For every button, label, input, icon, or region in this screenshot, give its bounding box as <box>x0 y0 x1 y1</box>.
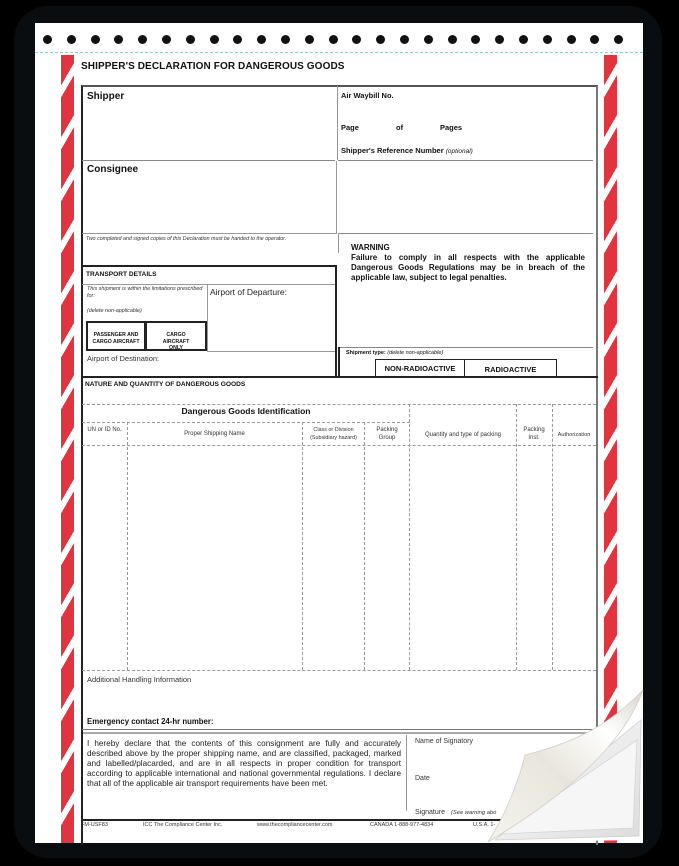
perforation-line <box>35 52 643 53</box>
form-code: FM-USF83 <box>81 822 108 828</box>
reference-note: (optional) <box>445 148 473 155</box>
col-un-id: UN or ID No. <box>87 427 122 433</box>
binder-hole <box>233 35 242 44</box>
page-curl-icon[interactable] <box>455 650 679 866</box>
divider <box>81 732 83 820</box>
additional-handling-label: Additional Handling Information <box>87 675 192 684</box>
binder-hole <box>329 35 338 44</box>
binder-hole <box>305 35 314 44</box>
transport-heading: TRANSPORT DETAILS <box>86 271 157 278</box>
divider <box>338 233 339 253</box>
cargo-aircraft-option[interactable]: CARGO AIRCRAFT ONLY <box>145 321 207 351</box>
binder-hole <box>519 35 528 44</box>
divider <box>82 404 596 405</box>
departure-label: Airport of Departure: <box>210 287 288 297</box>
col-quantity-packing: Quantity and type of packing <box>424 432 502 438</box>
binder-hole <box>257 35 266 44</box>
binder-hole <box>43 35 52 44</box>
page-label: Page <box>341 123 359 132</box>
goods-entry-area[interactable] <box>82 446 596 669</box>
copies-note: Two completed and signed copies of this Declaration must be handed to the operator. <box>86 236 287 242</box>
signature-note: (See warning abo <box>450 810 497 816</box>
delete-note: (delete non-applicable) <box>87 308 142 314</box>
col-shipping-name: Proper Shipping Name <box>184 431 245 437</box>
divider <box>82 284 335 285</box>
of-label: of <box>396 123 404 132</box>
date-label[interactable]: Date <box>415 775 430 782</box>
shipment-type-note: (delete non-applicable) <box>387 350 444 356</box>
binder-hole <box>424 35 433 44</box>
passenger-aircraft-option[interactable]: PASSENGER AND CARGO AIRCRAFT <box>86 321 146 351</box>
pages-label: Pages <box>440 123 463 132</box>
consignee-label: Consignee <box>87 164 139 175</box>
binder-hole <box>495 35 504 44</box>
binder-hole <box>543 35 552 44</box>
binder-hole <box>67 35 76 44</box>
shipper-field[interactable] <box>82 86 337 160</box>
signatory-label[interactable]: Name of Signatory <box>415 738 473 745</box>
company-name: ICC The Compliance Center Inc. <box>143 822 223 828</box>
binder-hole <box>281 35 290 44</box>
shipper-label: Shipper <box>87 91 125 102</box>
warning-text: Failure to comply in all respects with the applicable Dangerous Goods Regulations may be in breach of the applicable law, subject to legal penalties. <box>351 253 585 282</box>
dg-identification-heading: Dangerous Goods Identification <box>181 406 311 416</box>
nature-heading: NATURE AND QUANTITY OF DANGEROUS GOODS <box>85 381 246 388</box>
binder-hole <box>210 35 219 44</box>
binder-hole <box>614 35 623 44</box>
perforation-holes <box>35 35 643 45</box>
limitations-text: This shipment is within the limitations prescribed for: <box>87 286 203 299</box>
divider <box>338 233 593 234</box>
binder-hole <box>114 35 123 44</box>
col-authorization: Authorization <box>557 432 591 438</box>
consignee-right-field[interactable] <box>338 161 593 233</box>
warning-heading: WARNING <box>351 243 390 252</box>
non-radioactive-option[interactable]: NON-RADIOACTIVE <box>375 359 465 377</box>
divider <box>338 347 340 377</box>
canada-phone: CANADA 1-888-977-4834 <box>370 822 434 828</box>
col-class-division: Class or Division (Subsidiary hazard) <box>310 427 357 441</box>
col-packing-inst: Packing Inst. <box>523 427 545 441</box>
col-packing-group: Packing Group <box>376 427 398 441</box>
binder-hole <box>91 35 100 44</box>
divider <box>406 735 407 811</box>
shipment-type-label: Shipment type: <box>346 350 386 356</box>
divider <box>207 284 208 352</box>
binder-hole <box>376 35 385 44</box>
divider <box>81 819 501 821</box>
left-airmail-stripe <box>61 55 74 843</box>
binder-hole <box>590 35 599 44</box>
divider <box>207 351 335 352</box>
divider <box>336 161 337 233</box>
radioactive-option[interactable]: RADIOACTIVE <box>465 359 557 377</box>
divider <box>82 422 410 423</box>
binder-hole <box>352 35 361 44</box>
binder-hole <box>448 35 457 44</box>
binder-hole <box>567 35 576 44</box>
company-website: www.thecompliancecenter.com <box>257 822 333 828</box>
usa-phone: U.S.A. 1- <box>473 822 496 828</box>
binder-hole <box>138 35 147 44</box>
binder-hole <box>471 35 480 44</box>
consignee-field[interactable] <box>82 161 337 233</box>
signature-label[interactable]: Signature <box>415 809 445 816</box>
air-waybill-label: Air Waybill No. <box>341 91 394 100</box>
divider <box>82 233 337 234</box>
reference-label: Shipper's Reference Number <box>341 146 444 155</box>
air-waybill-block <box>338 86 596 160</box>
binder-hole <box>186 35 195 44</box>
binder-hole <box>400 35 409 44</box>
divider <box>81 376 598 378</box>
binder-hole <box>162 35 171 44</box>
declaration-text: I hereby declare that the contents of this consignment are fully and accurately described above by the proper shipping name, and are classified, packaged, marked and labelled/placarded, and are in all respects in proper condition for transport according to applicable international and national governmental regulations. I declare that all of the applicable air transport requirements have been met. <box>87 739 401 788</box>
destination-label: Airport of Destination: <box>87 354 160 363</box>
form-title: SHIPPER'S DECLARATION FOR DANGEROUS GOODS <box>81 61 345 72</box>
divider <box>338 347 593 348</box>
emergency-contact-label[interactable]: Emergency contact 24-hr number: <box>87 717 214 726</box>
